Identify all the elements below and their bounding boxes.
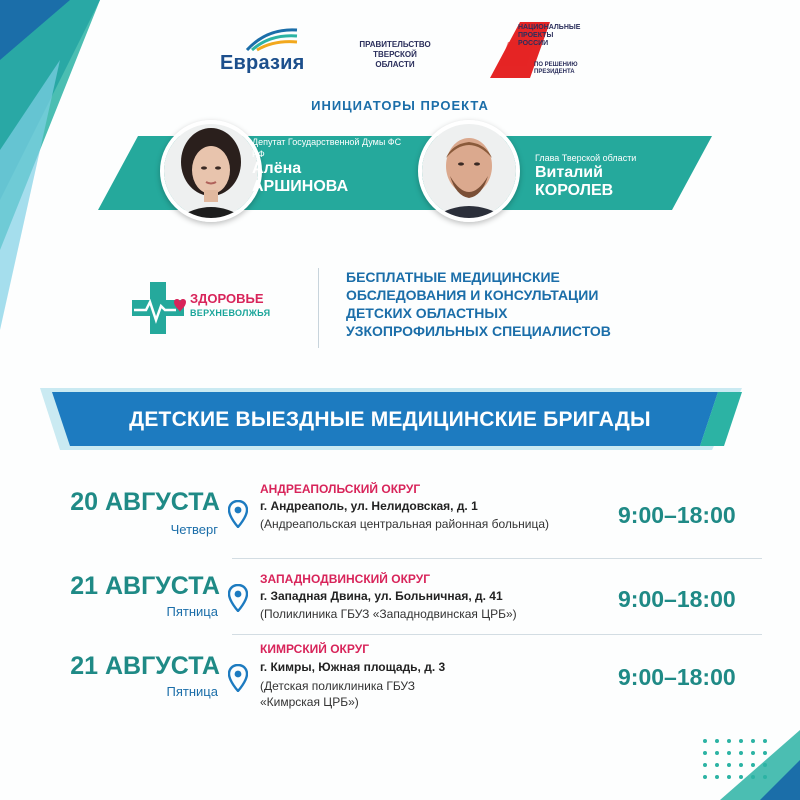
working-hours: 9:00–18:00 bbox=[618, 586, 736, 612]
evrazia-swoosh-icon bbox=[242, 26, 302, 52]
row-divider bbox=[232, 634, 762, 635]
facility-name: (Детская поликлиника ГБУЗ «Кимрская ЦРБ») bbox=[260, 679, 416, 709]
person1-last-name: АРШИНОВА bbox=[252, 178, 349, 195]
portrait-male-icon bbox=[422, 124, 516, 218]
person2-last-name: КОРОЛЕВ bbox=[535, 182, 614, 199]
description-line: ДЕТСКИХ ОБЛАСТНЫХ bbox=[346, 305, 508, 321]
evrazia-logo-text: Евразия bbox=[220, 52, 305, 74]
description-line: БЕСПЛАТНЫЕ МЕДИЦИНСКИЕ bbox=[346, 269, 560, 285]
portrait-female-icon bbox=[164, 124, 258, 218]
event-date: 21 АВГУСТА bbox=[70, 652, 220, 680]
event-date: 21 АВГУСТА bbox=[70, 572, 220, 600]
district-name: ЗАПАДНОДВИНСКИЙ ОКРУГ bbox=[260, 572, 431, 586]
gov-logo-line: ПРАВИТЕЛЬСТВО bbox=[359, 40, 431, 49]
main-title: ДЕТСКИЕ ВЫЕЗДНЫЕ МЕДИЦИНСКИЕ БРИГАДЫ bbox=[129, 408, 651, 431]
person2-info bbox=[535, 152, 685, 200]
np-logo-subtitle: ПО РЕШЕНИЮ ПРЕЗИДЕНТА bbox=[534, 62, 578, 75]
program-description bbox=[346, 268, 686, 340]
person1-first-name: Алёна bbox=[252, 160, 302, 177]
avatar-person1 bbox=[160, 120, 262, 222]
person1-info bbox=[252, 136, 402, 196]
address: г. Кимры, Южная площадь, д. 3 bbox=[260, 660, 446, 674]
gov-logo-line: ОБЛАСТИ bbox=[375, 60, 415, 69]
divider bbox=[318, 268, 319, 348]
program-logo bbox=[130, 276, 290, 346]
program-region: ВЕРХНЕВОЛЖЬЯ bbox=[190, 308, 271, 318]
location-pin-icon bbox=[228, 584, 248, 612]
event-weekday: Пятница bbox=[166, 604, 218, 619]
facility-name: (Поликлиника ГБУЗ «Западнодвинская ЦРБ») bbox=[260, 607, 517, 621]
program-name: ЗДОРОВЬЕ bbox=[190, 291, 264, 306]
description-line: УЗКОПРОФИЛЬНЫХ СПЕЦИАЛИСТОВ bbox=[346, 323, 611, 339]
row-divider bbox=[232, 558, 762, 559]
working-hours: 9:00–18:00 bbox=[618, 664, 736, 690]
dots-decoration bbox=[700, 736, 770, 782]
government-logo bbox=[350, 40, 440, 70]
evrazia-logo bbox=[220, 24, 320, 76]
person2-first-name: Виталий bbox=[535, 164, 603, 181]
event-weekday: Четверг bbox=[170, 522, 218, 537]
avatar-person2 bbox=[418, 120, 520, 222]
national-projects-logo bbox=[490, 22, 580, 78]
location-pin-icon bbox=[228, 500, 248, 528]
district-name: АНДРЕАПОЛЬСКИЙ ОКРУГ bbox=[260, 482, 421, 496]
address: г. Западная Двина, ул. Больничная, д. 41 bbox=[260, 589, 503, 603]
person2-role: Глава Тверской области bbox=[535, 153, 637, 163]
medical-cross-heart-icon bbox=[130, 280, 186, 336]
np-logo-title: НАЦИОНАЛЬНЫЕ ПРОЕКТЫ РОССИИ bbox=[518, 24, 581, 47]
address: г. Андреаполь, ул. Нелидовская, д. 1 bbox=[260, 499, 478, 513]
initiators-heading: ИНИЦИАТОРЫ ПРОЕКТА bbox=[311, 98, 489, 113]
event-weekday: Пятница bbox=[166, 684, 218, 699]
working-hours: 9:00–18:00 bbox=[618, 502, 736, 528]
location-pin-icon bbox=[228, 664, 248, 692]
district-name: КИМРСКИЙ ОКРУГ bbox=[260, 642, 369, 656]
person1-role: Депутат Государственной Думы ФС РФ bbox=[252, 137, 402, 159]
facility-name: (Андреапольская центральная районная больница) bbox=[260, 517, 549, 531]
event-date: 20 АВГУСТА bbox=[70, 488, 220, 516]
description-line: ОБСЛЕДОВАНИЯ И КОНСУЛЬТАЦИИ bbox=[346, 287, 599, 303]
gov-logo-line: ТВЕРСКОЙ bbox=[373, 50, 417, 59]
